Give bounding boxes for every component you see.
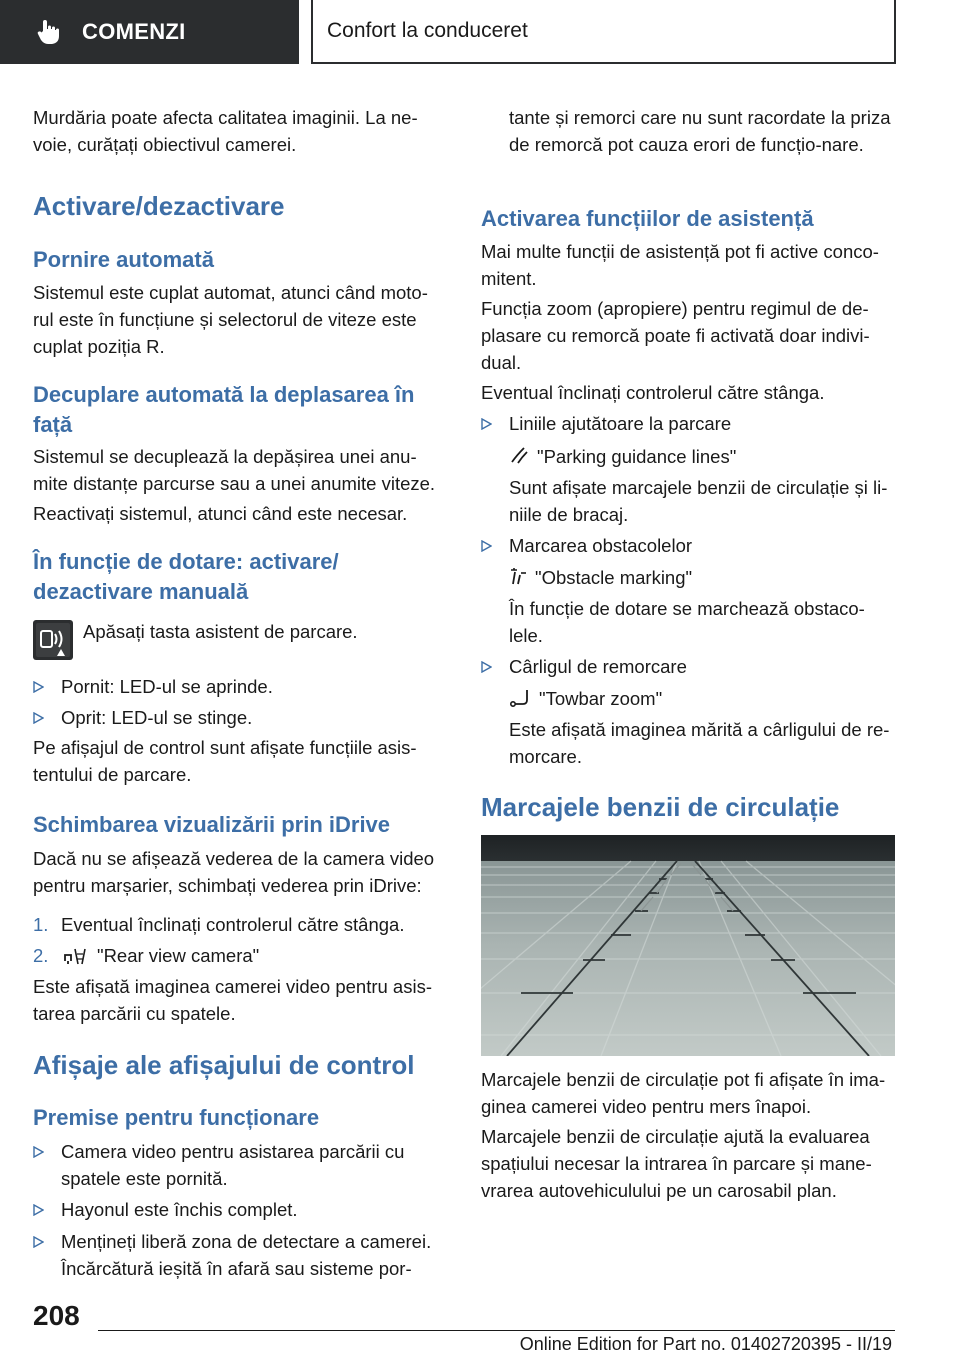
rear-view-camera-icon bbox=[63, 945, 89, 967]
triangle-bullet-icon bbox=[33, 681, 44, 693]
paragraph-pornire: Sistemul este cuplat automat, atunci când moto-rul este în funcțiune și selectorul de viteze este cuplat poziția R. bbox=[33, 282, 428, 357]
paragraph-functia-zoom: Funcția zoom (apropiere) pentru regimul de de-plasare cu remorcă poate fi activată doar indivi-dual. bbox=[481, 298, 870, 373]
heading-activare: Activare/dezactivare bbox=[33, 191, 285, 221]
menu-obstacle-marking: "Obstacle marking" bbox=[535, 567, 693, 588]
triangle-bullet-icon bbox=[481, 540, 492, 552]
triangle-bullet-icon bbox=[33, 1146, 44, 1158]
obstacle-marking-icon bbox=[509, 566, 529, 586]
triangle-bullet-icon bbox=[33, 1236, 44, 1248]
paragraph-apasati: Apăsați tasta asistent de parcare. bbox=[83, 621, 358, 642]
header-tab-label: COMENZI bbox=[82, 19, 186, 44]
desc-obstacle-marking: În funcție de dotare se marchează obstaco-lele. bbox=[509, 598, 865, 646]
assist-item-obstacle-marking: Marcarea obstacolelor bbox=[481, 532, 895, 559]
heading-manual: În funcție de dotare: activare/ dezactivare manuală bbox=[33, 549, 339, 604]
heading-schimbarea: Schimbarea vizualizării prin iDrive bbox=[33, 812, 391, 837]
paragraph-eventual: Eventual înclinați controlerul către stânga. bbox=[481, 382, 825, 403]
paragraph-daca: Dacă nu se afișează vederea de la camera video pentru marșarier, schimbați vederea prin iDrive: bbox=[33, 848, 435, 896]
paragraph-afisajul: Pe afișajul de control sunt afișate funcțiile asis-tentului de parcare. bbox=[33, 737, 417, 785]
heading-decuplare: Decuplare automată la deplasarea în față bbox=[33, 382, 415, 437]
pointing-hand-icon bbox=[34, 17, 64, 47]
menu-parking-guidance-lines: "Parking guidance lines" bbox=[537, 446, 737, 467]
page-number: 208 bbox=[33, 1300, 80, 1331]
paragraph-imaginea: Este afișată imaginea camerei video pentru asis-tarea parcării cu spatele. bbox=[33, 976, 432, 1024]
triangle-bullet-icon bbox=[33, 1204, 44, 1216]
paragraph-marcajele-2: Marcajele benzii de circulație ajută la evaluarea spațiului necesar la intrarea în parcare și mane-vrarea autovehiculului pe un carosabil plan. bbox=[481, 1126, 872, 1201]
premise-item: Hayonul este închis complet. bbox=[33, 1196, 445, 1223]
lane-markings-camera-image bbox=[481, 835, 895, 1056]
assist-item-towbar-zoom: Cârligul de remorcare bbox=[481, 653, 895, 680]
assist-item-guidance-lines: Liniile ajutătoare la parcare bbox=[481, 410, 895, 437]
premise-item: Camera video pentru asistarea parcării cu spatele este pornită. bbox=[33, 1138, 445, 1192]
premise-item: Mențineți liberă zona de detectare a camerei. Încărcătură ieșită în afară sau sisteme por- bbox=[33, 1228, 445, 1282]
heading-activarea-functiilor: Activarea funcțiilor de asistență bbox=[481, 206, 814, 231]
heading-premise: Premise pentru funcționare bbox=[33, 1105, 320, 1130]
footer-edition-text: Online Edition for Part no. 01402720395 - II/19 bbox=[519, 1334, 892, 1354]
triangle-bullet-icon bbox=[33, 712, 44, 724]
bullet-oprit: Oprit: LED-ul se stinge. bbox=[33, 704, 445, 731]
parking-guidance-lines-icon bbox=[509, 445, 529, 465]
header-tab bbox=[0, 0, 299, 64]
paragraph-marcajele-1: Marcajele benzii de circulație pot fi afișate în ima-ginea camerei video pentru mers înapoi. bbox=[481, 1069, 886, 1117]
footer-divider bbox=[98, 1330, 895, 1331]
header-section-title-box bbox=[311, 0, 896, 64]
step-1: 1. Eventual înclinați controlerul către stânga. bbox=[33, 914, 405, 935]
intro-paragraph: Murdăria poate afecta calitatea imaginii. La ne-voie, curățați obiectivul camerei. bbox=[33, 107, 418, 155]
heading-marcajele: Marcajele benzii de circulație bbox=[481, 792, 840, 822]
step-2: 2. "Rear view camera" bbox=[33, 945, 260, 966]
towbar-hook-icon bbox=[509, 688, 531, 708]
desc-towbar-zoom: Este afișată imaginea mărită a cârligului de re-morcare. bbox=[509, 719, 890, 767]
desc-parking-guidance-lines: Sunt afișate marcajele benzii de circulație și li-niile de bracaj. bbox=[509, 477, 888, 525]
bullet-pornit: Pornit: LED-ul se aprinde. bbox=[33, 673, 445, 700]
paragraph-reactivati: Reactivați sistemul, atunci când este necesar. bbox=[33, 503, 408, 524]
heading-afisaje: Afișaje ale afișajului de control bbox=[33, 1050, 415, 1080]
parking-assistant-button-icon bbox=[33, 620, 73, 660]
header-section-title: Confort la conduceret bbox=[327, 19, 528, 42]
menu-towbar-zoom: "Towbar zoom" bbox=[539, 688, 663, 709]
paragraph-mai-multe: Mai multe funcții de asistență pot fi active conco-mitent. bbox=[481, 241, 879, 289]
triangle-bullet-icon bbox=[481, 661, 492, 673]
triangle-bullet-icon bbox=[481, 418, 492, 430]
heading-pornire: Pornire automată bbox=[33, 247, 214, 272]
paragraph-decuplare: Sistemul se decuplează la depășirea unei anu-mite distanțe parcurse sau a unei anumite viteze. bbox=[33, 446, 436, 494]
paragraph-continuation: tante și remorci care nu sunt racordate la priza de remorcă pot cauza erori de funcțio-nare. bbox=[509, 107, 891, 155]
